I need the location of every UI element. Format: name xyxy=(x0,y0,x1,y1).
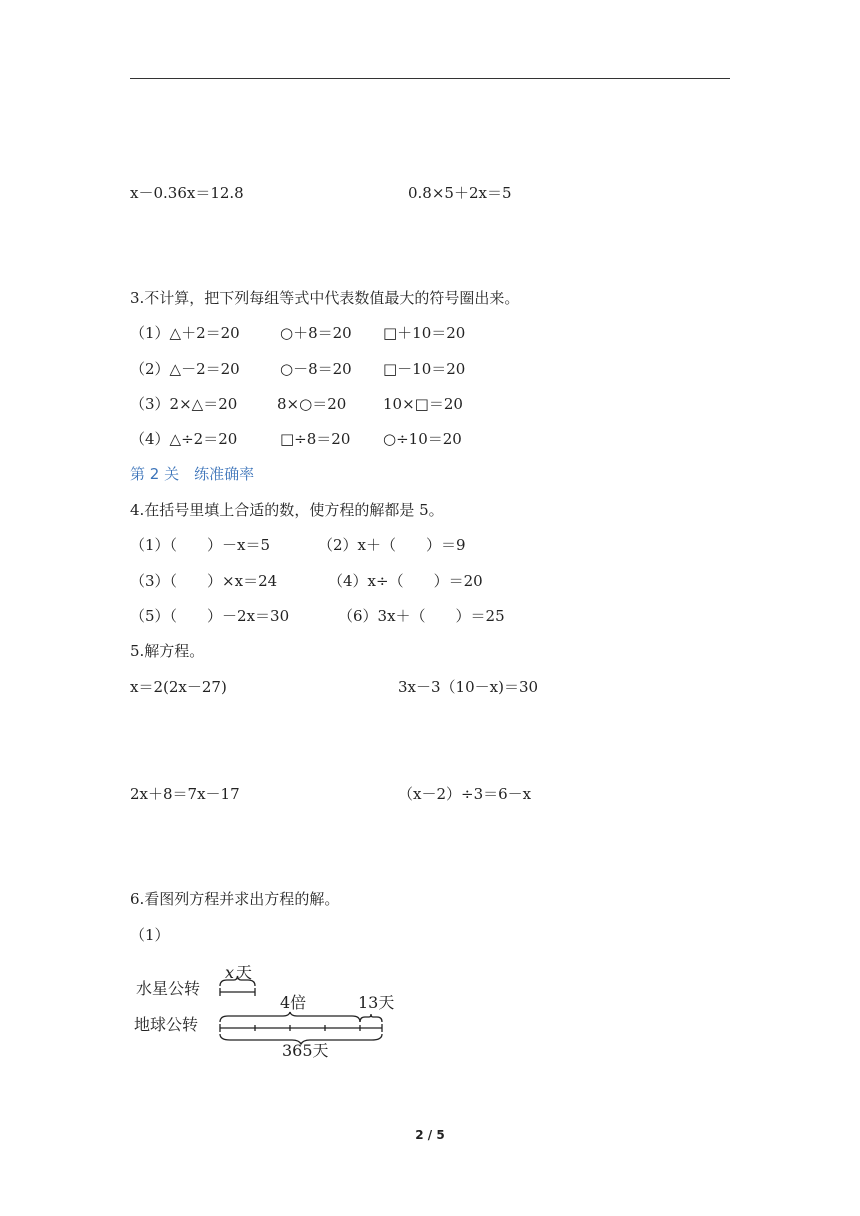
q4-row1-a: （1）（ ）－x＝5 xyxy=(130,536,271,554)
total-days-label: 365天 xyxy=(282,1041,329,1060)
q3-row1-c: □＋10＝20 xyxy=(383,324,466,342)
header-rule xyxy=(130,78,730,79)
page-number: 2 / 5 xyxy=(415,1128,445,1142)
q3-row3-a: （3）2×△＝20 xyxy=(130,395,238,413)
q4-row3-b: （6）3x＋（ ）＝25 xyxy=(338,607,505,625)
q5-equation-2: 3x－3（10－x)＝30 xyxy=(398,678,539,696)
times-label: 4倍 xyxy=(280,993,307,1012)
q5-equation-1: x＝2(2x－27) xyxy=(130,678,227,696)
mercury-label: 水星公转 xyxy=(136,979,201,998)
extra-brace xyxy=(360,1014,382,1022)
earth-label: 地球公转 xyxy=(134,1015,199,1034)
question-6-title: 6.看图列方程并求出方程的解。 xyxy=(130,890,340,908)
section-2-heading: 第 2 关 练准确率 xyxy=(130,465,255,483)
line-segment-diagram xyxy=(130,958,410,1068)
q3-row3-b: 8×○＝20 xyxy=(277,395,347,413)
q3-row4-c: ○÷10＝20 xyxy=(383,430,462,448)
q3-row2-b: ○－8＝20 xyxy=(280,360,352,378)
q3-row1-b: ○＋8＝20 xyxy=(280,324,352,342)
q3-row4-b: □÷8＝20 xyxy=(280,430,351,448)
q3-row2-c: □－10＝20 xyxy=(383,360,466,378)
q4-row1-b: （2）x＋（ ）＝9 xyxy=(318,536,466,554)
q3-row3-c: 10×□＝20 xyxy=(383,395,463,413)
times-brace xyxy=(220,1012,360,1022)
q5-equation-4: （x－2）÷3＝6－x xyxy=(398,785,532,803)
q5-equation-3: 2x＋8＝7x－17 xyxy=(130,785,240,803)
equation-top-left: x－0.36x＝12.8 xyxy=(130,184,244,202)
x-unit: 天 xyxy=(236,963,253,982)
earth-segment xyxy=(220,1024,382,1032)
question-3-title: 3.不计算，把下列每组等式中代表数值最大的符号圈出来。 xyxy=(130,289,520,307)
q3-row4-a: （4）△÷2＝20 xyxy=(130,430,238,448)
q3-row2-a: （2）△－2＝20 xyxy=(130,360,240,378)
x-variable: x xyxy=(225,963,235,982)
mercury-segment xyxy=(220,988,255,996)
q4-row2-b: （4）x÷（ ）＝20 xyxy=(328,572,483,590)
equation-top-right: 0.8×5＋2x＝5 xyxy=(408,184,512,202)
q4-row3-a: （5）（ ）－2x＝30 xyxy=(130,607,290,625)
q3-row1-a: （1）△＋2＝20 xyxy=(130,324,240,342)
q6-sub-1: （1） xyxy=(130,926,170,944)
extra-days-label: 13天 xyxy=(358,993,395,1012)
q4-row2-a: （3）（ ）×x＝24 xyxy=(130,572,278,590)
question-4-title: 4.在括号里填上合适的数，使方程的解都是 5。 xyxy=(130,501,444,519)
question-5-title: 5.解方程。 xyxy=(130,642,205,660)
